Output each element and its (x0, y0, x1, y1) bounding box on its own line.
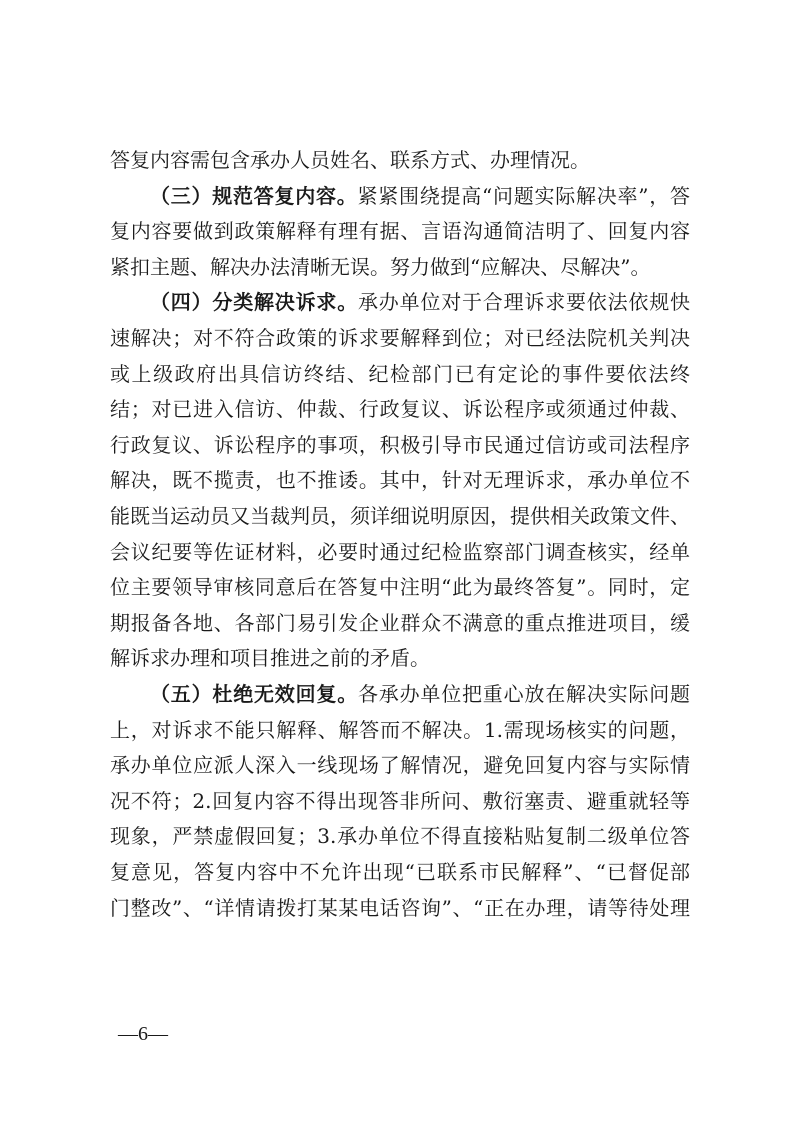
section-heading: （五）杜绝无效回复。 (150, 682, 358, 706)
line-text: 复内容要做到政策解释有理有据、言语沟通简洁明了、回复内容 (110, 219, 690, 244)
body-line (110, 145, 690, 175)
line-text: 或上级政府出具信访终结、纪检部门已有定论的事件要依法终 (110, 361, 690, 386)
body-line (110, 643, 690, 673)
section-heading: （三）规范答复内容。 (150, 183, 358, 208)
page-number: —6— (118, 1023, 168, 1045)
line-text: 行政复议、诉讼程序的事项，积极引导市民通过信访或司法程序 (110, 432, 690, 457)
section-heading-line (150, 181, 690, 211)
body-line (110, 252, 690, 282)
line-text: 承办单位对于合理诉求要依法依规快 (358, 290, 690, 315)
body-line (110, 359, 690, 389)
body-line (110, 750, 690, 780)
body-line (110, 323, 690, 353)
line-text: 答复内容需包含承办人员姓名、联系方式、办理情况。 (110, 148, 590, 172)
line-text: 会议纪要等佐证材料，必要时通过纪检监察部门调查核实，经单 (110, 539, 690, 564)
line-text: 解诉求办理和项目推进之前的矛盾。 (110, 646, 430, 671)
section-heading-line (150, 287, 690, 317)
body-line (110, 501, 690, 531)
line-text: 各承办单位把重心放在解决实际问题 (358, 682, 690, 706)
line-text: 能既当运动员又当裁判员，须详细说明原因，提供相关政策文件、 (110, 504, 690, 528)
line-text: 紧扣主题、解决办法清晰无误。努力做到“应解决、尽解决”。 (110, 254, 651, 279)
body-line (110, 537, 690, 567)
body-line (110, 394, 690, 424)
line-text: 期报备各地、各部门易引发企业群众不满意的重点推进项目，缓 (110, 610, 690, 635)
body-line (110, 430, 690, 460)
body-line (110, 893, 690, 923)
line-text: 紧紧围绕提高“问题实际解决率”，答 (357, 183, 691, 208)
body-line (110, 821, 690, 851)
section-heading: （四）分类解决诉求。 (150, 290, 358, 315)
body-line (110, 465, 690, 495)
line-text: 况不符；2.回复内容不得出现答非所问、敷衍塞责、避重就轻等 (110, 788, 690, 813)
section-heading-line (150, 679, 690, 709)
body-line (110, 216, 690, 246)
line-text: 位主要领导审核同意后在答复中注明“此为最终答复”。同时，定 (110, 575, 690, 600)
body-line (110, 786, 690, 816)
body-line (110, 715, 690, 745)
line-text: 上，对诉求不能只解释、解答而不解决。1.需现场核实的问题， (110, 717, 690, 742)
body-line (110, 608, 690, 638)
line-text: 复意见，答复内容中不允许出现“已联系市民解释”、“已督促部 (110, 860, 690, 884)
line-text: 结；对已进入信访、仲裁、行政复议、诉讼程序或须通过仲裁、 (110, 397, 690, 422)
line-text: 现象，严禁虚假回复；3.承办单位不得直接粘贴复制二级单位答 (110, 824, 690, 849)
line-text: 承办单位应派人深入一线现场了解情况，避免回复内容与实际情 (110, 753, 690, 778)
line-text: 解决，既不揽责，也不推诿。其中，针对无理诉求，承办单位不 (110, 468, 690, 493)
body-line (110, 857, 690, 887)
body-line (110, 572, 690, 602)
line-text: 门整改”、“详情请拨打某某电话咨询”、“正在办理，请等待处理 (110, 895, 690, 920)
line-text: 速解决；对不符合政策的诉求要解释到位；对已经法院机关判决 (110, 326, 690, 350)
